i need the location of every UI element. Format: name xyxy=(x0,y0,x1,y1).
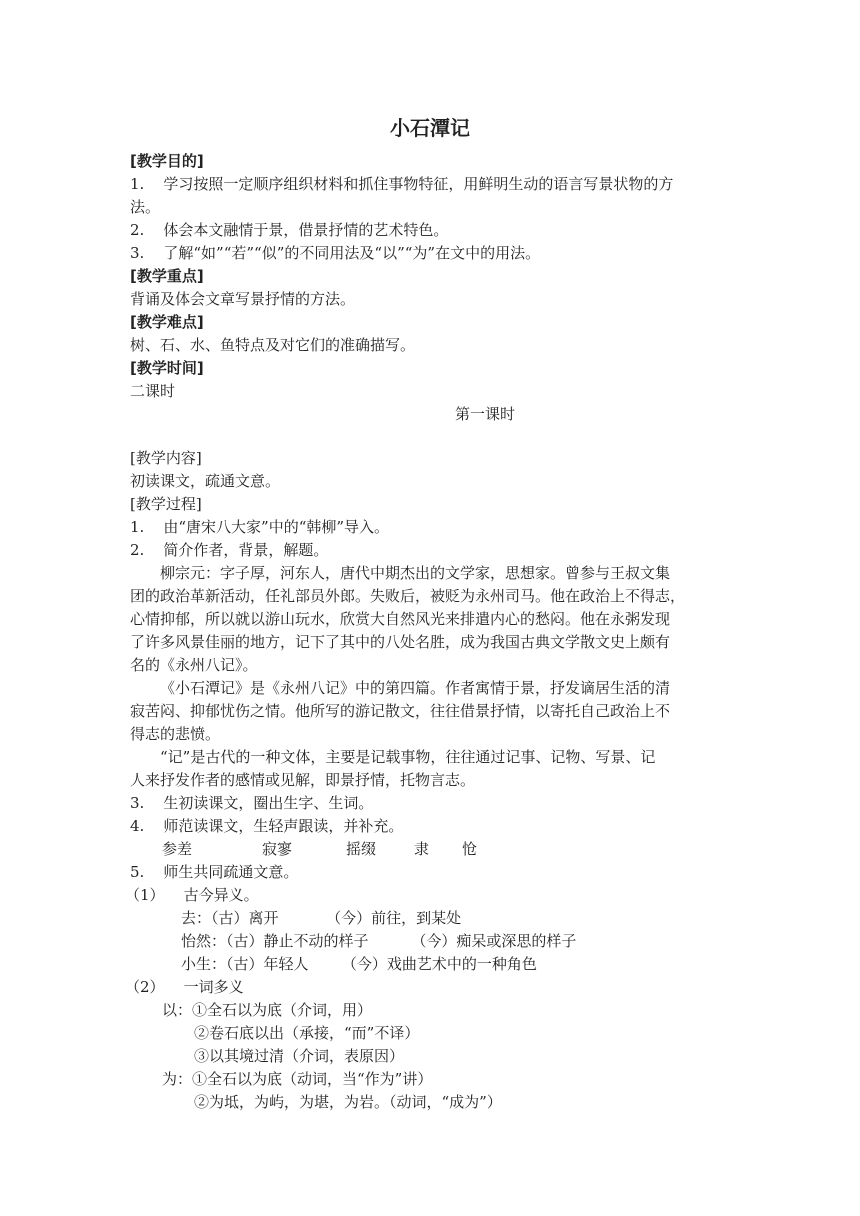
step-2: 2. 简介作者，背景，解题。 xyxy=(130,541,329,559)
ancient-modern-item: 去：（古）离开 （今）前往，到某处 xyxy=(181,909,462,927)
polysemy-item: ②为坻，为屿，为堪，为岩。（动词，“成为”） xyxy=(194,1093,502,1111)
goal-1-line-2: 法。 xyxy=(130,198,161,216)
lesson-title: 第一课时 xyxy=(454,405,515,423)
author-paragraph-3-line-2: 人来抒发作者的感情或见解，即景抒情，托物言志。 xyxy=(130,771,476,789)
step-4: 4. 师范读课文，生轻声跟读，并补充。 xyxy=(130,817,404,835)
difficulty-heading: [教学难点] xyxy=(130,313,204,331)
author-paragraph-2-line-3: 得志的悲愤。 xyxy=(130,725,221,743)
author-paragraph-1-line-3: 心情抑郁，所以就以游山玩水，欣赏大自然风光来排遣内心的愁闷。他在永粥发现 xyxy=(130,610,671,628)
goal-2: 2. 体会本文融情于景，借景抒情的艺术特色。 xyxy=(130,221,449,239)
step-3: 3. 生初读课文，圈出生字、生词。 xyxy=(130,794,374,812)
author-paragraph-1-line-4: 了许多风景佳丽的地方，记下了其中的八处名胜，成为我国古典文学散文史上颇有 xyxy=(130,633,671,651)
vocab-word: 隶 xyxy=(414,840,430,858)
author-paragraph-2-line-2: 寂苦闷、抑郁忧伤之情。他所写的游记散文，往往借景抒情，以寄托自己政治上不 xyxy=(130,702,671,720)
process-heading: [教学过程] xyxy=(130,495,202,513)
author-paragraph-1-line-5: 名的《永州八记》。 xyxy=(130,656,258,674)
vocab-word: 寂寥 xyxy=(262,840,293,858)
author-paragraph-2-line-1: 《小石潭记》是《永州八记》中的第四篇。作者寓情于景，抒发谪居生活的清 xyxy=(160,679,671,697)
vocab-word: 参差 xyxy=(162,840,193,858)
goal-3: 3. 了解“如”“若”“似”的不同用法及“以”“为”在文中的用法。 xyxy=(130,244,541,262)
difficulty-text: 树、石、水、鱼特点及对它们的准确描写。 xyxy=(130,336,416,354)
polysemy-item: 以：①全石以为底（介词，用） xyxy=(162,1001,373,1019)
goal-1-line-1: 1. 学习按照一定顺序组织材料和抓住事物特征，用鲜明生动的语言写景状物的方 xyxy=(130,175,674,193)
polysemy-item: ③以其境过清（介词，表原因） xyxy=(194,1047,405,1065)
focus-text: 背诵及体会文章写景抒情的方法。 xyxy=(130,290,356,308)
vocab-word: 摇缀 xyxy=(346,840,377,858)
subsection-1: （1） 古今异义。 xyxy=(125,886,259,904)
vocab-word: 怆 xyxy=(462,840,478,858)
subsection-2: （2） 一词多义 xyxy=(125,978,244,996)
author-paragraph-1-line-1: 柳宗元：字子厚，河东人，唐代中期杰出的文学家，思想家。曾参与王叔文集 xyxy=(160,564,671,582)
polysemy-item: ②卷石底以出（承接，“而”不译） xyxy=(194,1024,420,1042)
goals-heading: [教学目的] xyxy=(130,152,204,170)
author-paragraph-1-line-2: 团的政治革新活动，任礼部员外郎。失败后，被贬为永州司马。他在政治上不得志， xyxy=(130,587,686,605)
ancient-modern-item: 怡然：（古）静止不动的样子 （今）痴呆或深思的样子 xyxy=(181,932,577,950)
content-heading: [教学内容] xyxy=(130,449,202,467)
polysemy-item: 为：①全石以为底（动词，当“作为”讲） xyxy=(162,1070,433,1088)
document-title: 小石潭记 xyxy=(390,116,470,140)
ancient-modern-item: 小生：（古）年轻人 （今）戏曲艺术中的一种角色 xyxy=(181,955,537,973)
focus-heading: [教学重点] xyxy=(130,267,204,285)
step-5: 5. 师生共同疏通文意。 xyxy=(130,863,299,881)
time-text: 二课时 xyxy=(130,382,176,400)
step-1: 1. 由“唐宋八大家”中的“韩柳”导入。 xyxy=(130,518,390,536)
author-paragraph-3-line-1: “记”是古代的一种文体，主要是记载事物，往往通过记事、记物、写景、记 xyxy=(160,748,656,766)
content-text: 初读课文，疏通文意。 xyxy=(130,472,281,490)
time-heading: [教学时间] xyxy=(130,359,204,377)
